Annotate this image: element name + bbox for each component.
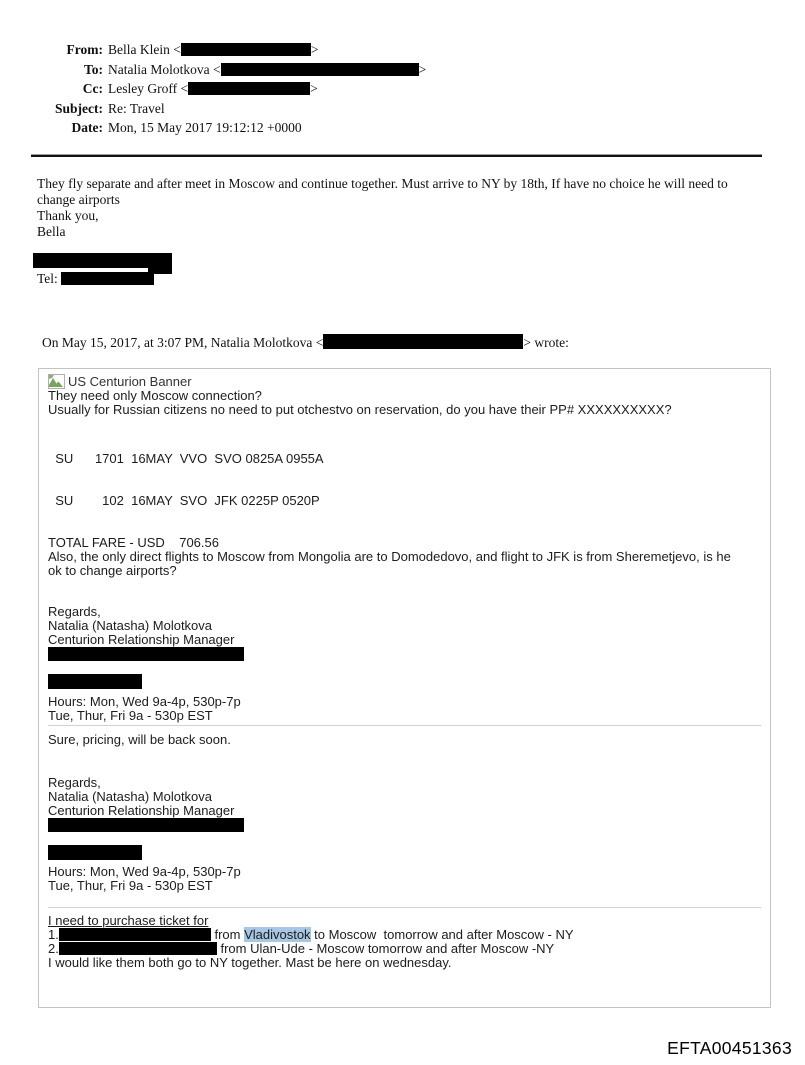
cc-bracket: >: [310, 81, 318, 97]
quoted-question-2: Usually for Russian citizens no need to put otchestvo on reservation, do you have their PP# XXXXXXXXXX?: [48, 402, 672, 417]
ticket-request-item-1: [48, 928, 761, 942]
from-bracket: >: [310, 42, 319, 57]
signature-title: Centurion Relationship Manager: [48, 802, 235, 818]
redaction-bar: [61, 272, 154, 285]
email-header: [31, 40, 426, 138]
from-label: From:: [66, 42, 103, 57]
signature-regards: Regards,: [48, 604, 101, 619]
banner-placeholder: [48, 374, 761, 389]
subject-label: Subject:: [55, 100, 103, 116]
quote-divider: [48, 725, 761, 726]
pricing-note: Sure, pricing, will be back soon.: [48, 731, 231, 747]
ticket-request-item-2: [48, 942, 761, 956]
highlighted-text: Vladivostok: [244, 927, 311, 942]
redacted-signature-block: [33, 253, 172, 268]
request-closing: I would like them both go to NY together. Mast be here on wednesday.: [48, 955, 452, 970]
to-value: [108, 60, 426, 80]
banner-alt-text: US Centurion Banner: [68, 373, 192, 389]
date-value: Mon, 15 May 2017 19:12:12 +0000: [108, 120, 302, 136]
item-text: from: [210, 927, 245, 942]
hours-line: Tue, Thur, Fri 9a - 530p EST: [48, 708, 213, 723]
office-hours: [48, 695, 761, 723]
date-label: Date:: [71, 120, 103, 136]
quote-intro: [42, 334, 569, 351]
item-text: to Moscow tomorrow and after Moscow - NY: [310, 927, 574, 942]
quoted-email-box: [38, 368, 771, 1008]
quoted-question-1: They need only Moscow connection?: [48, 388, 262, 403]
from-name: Bella Klein <: [108, 42, 181, 57]
item-text: from Ulan-Ude - Moscow tomorrow and after Moscow -NY: [216, 941, 555, 956]
redaction-bar: [188, 82, 310, 95]
signature-regards: Regards,: [48, 774, 101, 790]
redaction-bar: [48, 647, 244, 661]
subject-value: Re: Travel: [108, 100, 165, 116]
item-number: 2.: [48, 941, 59, 956]
hours-line: Hours: Mon, Wed 9a-4p, 530p-7p: [48, 694, 241, 709]
body-paragraph: They fly separate and after meet in Moscow and continue together. Must arrive to NY by 18th, If have no choice he will need to change airports: [37, 176, 728, 207]
item-number: 1.: [48, 927, 59, 942]
cc-name: Lesley Groff <: [108, 81, 189, 97]
tel-label: Tel:: [37, 271, 62, 286]
signature-name: Natalia (Natasha) Molotkova: [48, 618, 213, 633]
header-divider: [31, 154, 762, 157]
flight-segment: SU 102 16MAY SVO JFK 0225P 0520P: [48, 493, 320, 508]
office-hours: [48, 865, 761, 893]
signature-title: Centurion Relationship Manager: [48, 632, 235, 647]
agent-signature: [48, 776, 761, 818]
bates-number: EFTA00451363: [667, 1038, 792, 1058]
redaction-bar: [221, 63, 419, 76]
airports-question: Also, the only direct flights to Moscow from Mongolia are to Domodedovo, and flight to JFK is from Sheremetjevo, is he ok to change airports?: [48, 549, 731, 578]
to-label: To:: [83, 61, 103, 77]
from-value: [108, 40, 426, 60]
redaction-bar: [59, 928, 211, 941]
redaction-bar: [48, 674, 142, 689]
quote-intro-suffix: > wrote:: [523, 335, 569, 350]
hours-line: Hours: Mon, Wed 9a-4p, 530p-7p: [48, 863, 241, 879]
to-bracket: >: [418, 61, 427, 77]
flight-itinerary: [48, 424, 761, 536]
cc-label: Cc:: [82, 81, 103, 97]
hours-line: Tue, Thur, Fri 9a - 530p EST: [48, 877, 213, 893]
body-thanks: Thank you,: [37, 208, 99, 223]
redaction-bar: [33, 253, 172, 268]
flight-segment: SU 1701 16MAY VVO SVO 0825A 0955A: [48, 451, 324, 466]
ticket-request-intro: I need to purchase ticket for: [48, 913, 209, 928]
signature-name: Natalia (Natasha) Molotkova: [48, 788, 213, 804]
redaction-bar: [181, 43, 311, 56]
quote-divider: [48, 907, 761, 908]
redaction-bar: [48, 845, 142, 860]
broken-image-icon: [48, 374, 65, 389]
cc-value: [108, 79, 426, 99]
redaction-bar: [323, 334, 523, 349]
tel-line: [37, 271, 154, 287]
quote-intro-prefix: On May 15, 2017, at 3:07 PM, Natalia Molotkova <: [42, 335, 324, 350]
redaction-bar: [59, 942, 217, 955]
redaction-bar: [48, 818, 244, 832]
message-body: [37, 176, 759, 240]
agent-signature: [48, 605, 761, 647]
to-name: Natalia Molotkova <: [108, 61, 221, 77]
body-signoff: Bella: [37, 224, 66, 239]
total-fare: TOTAL FARE - USD 706.56: [48, 535, 219, 550]
